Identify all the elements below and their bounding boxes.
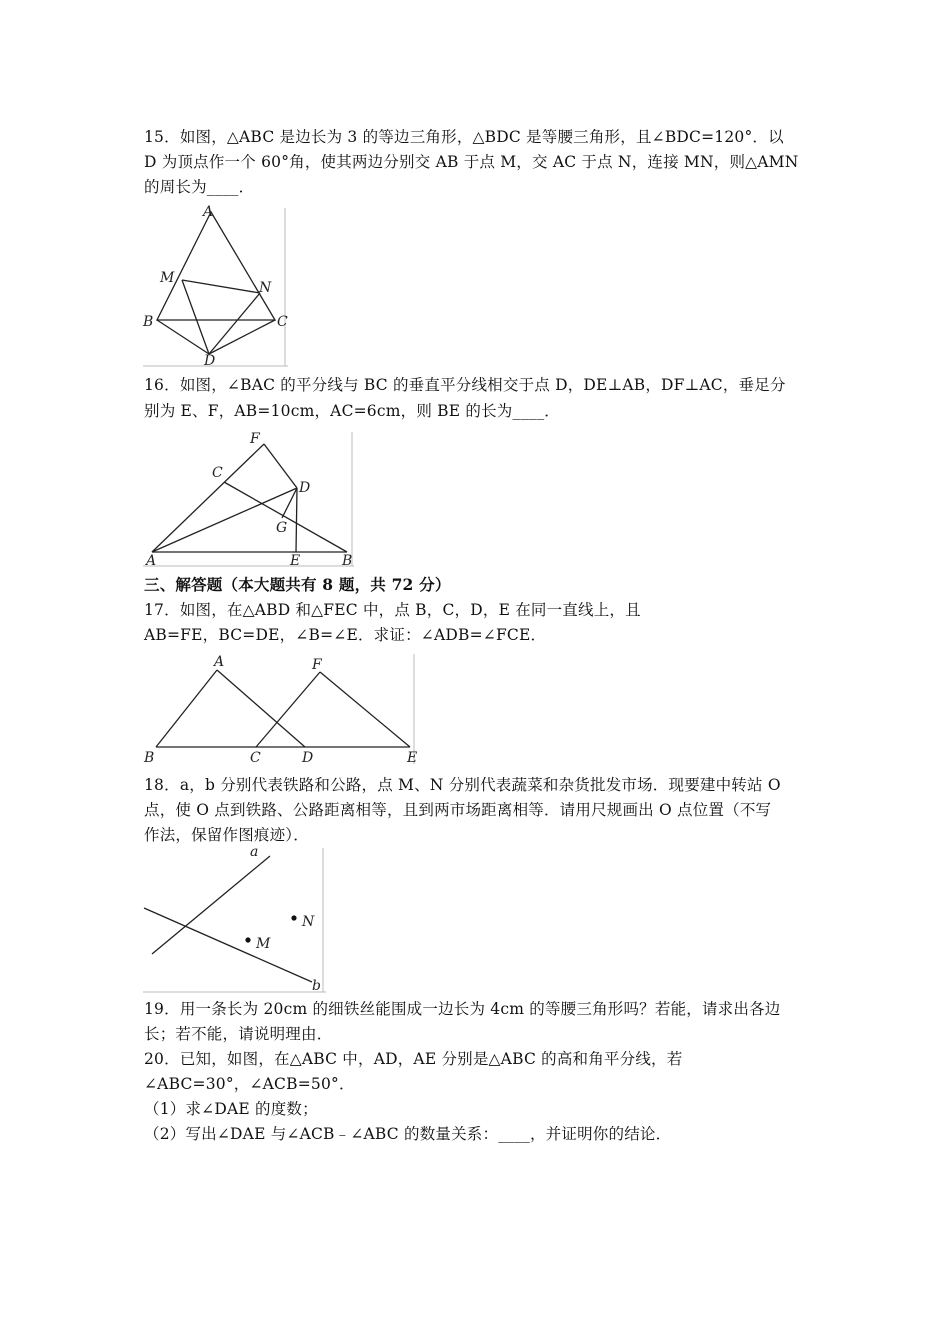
label-b: B bbox=[144, 750, 155, 766]
segment-ad bbox=[217, 670, 305, 747]
section-heading: 三、解答题（本大题共有 8 题，共 72 分） bbox=[144, 575, 451, 594]
label-a: A bbox=[146, 553, 157, 569]
label-a: A bbox=[203, 204, 214, 220]
label-c: C bbox=[250, 750, 261, 766]
q18-line-1: 18．a，b 分别代表铁路和公路，点 M、N 分别代表蔬菜和杂货批发市场．现要建中转站 O bbox=[144, 776, 781, 794]
segment-cf bbox=[256, 672, 320, 747]
label-e: E bbox=[290, 553, 301, 569]
q20-line-2: ∠ABC=30°，∠ACB=50°． bbox=[144, 1075, 355, 1093]
segment-de bbox=[296, 488, 297, 552]
point-n bbox=[291, 915, 296, 920]
label-b: B bbox=[143, 314, 154, 330]
label-a: a bbox=[250, 844, 259, 860]
q16-line-2: 别为 E、F，AB=10cm，AC=6cm，则 BE 的长为____． bbox=[144, 402, 561, 420]
label-c: C bbox=[212, 465, 223, 481]
segment-fe bbox=[320, 672, 410, 747]
label-m: M bbox=[256, 936, 271, 952]
segment-cd bbox=[209, 320, 275, 354]
label-d: D bbox=[204, 353, 216, 368]
q20-part-2: （2）写出∠DAE 与∠ACB﹣∠ABC 的数量关系：____，并证明你的结论． bbox=[144, 1125, 672, 1143]
q16-figure bbox=[142, 428, 362, 570]
q15-line-1: 15．如图，△ABC 是边长为 3 的等边三角形，△BDC 是等腰三角形，且∠BDC=120°．以 bbox=[144, 128, 784, 146]
segment-mn bbox=[182, 280, 260, 293]
label-d: D bbox=[302, 750, 314, 766]
label-b: b bbox=[312, 978, 321, 994]
line-b bbox=[144, 908, 312, 982]
line-a bbox=[152, 856, 270, 954]
segment-nd bbox=[209, 293, 260, 354]
label-b: B bbox=[342, 553, 353, 569]
label-f: F bbox=[312, 657, 322, 673]
label-f: F bbox=[250, 431, 260, 447]
label-g: G bbox=[276, 520, 288, 536]
segment-fd bbox=[264, 444, 297, 488]
segment-md bbox=[182, 280, 209, 354]
label-a: A bbox=[214, 654, 225, 670]
q19-line-2: 长；若不能，请说明理由． bbox=[144, 1025, 333, 1043]
q17-line-2: AB=FE，BC=DE，∠B=∠E．求证：∠ADB=∠FCE． bbox=[144, 626, 547, 644]
q20-part-1: （1）求∠DAE 的度数； bbox=[144, 1100, 318, 1118]
segment-bd bbox=[157, 320, 209, 354]
q17-line-1: 17．如图，在△ABD 和△FEC 中，点 B，C，D，E 在同一直线上，且 bbox=[144, 601, 641, 619]
label-e: E bbox=[407, 750, 418, 766]
label-m: M bbox=[160, 270, 175, 286]
q15-line-3: 的周长为____． bbox=[144, 178, 255, 196]
q17-figure bbox=[142, 650, 422, 768]
q15-figure bbox=[142, 200, 292, 368]
label-d: D bbox=[299, 480, 311, 496]
segment-dg bbox=[282, 488, 297, 518]
q19-line-1: 19．用一条长为 20cm 的细铁丝能围成一边长为 4cm 的等腰三角形吗？若能，请求出各边 bbox=[144, 1000, 781, 1018]
segment-af bbox=[152, 444, 264, 552]
q20-line-1: 20．已知，如图，在△ABC 中，AD，AE 分别是△ABC 的高和角平分线，若 bbox=[144, 1050, 683, 1068]
label-n: N bbox=[259, 280, 272, 296]
q18-line-3: 作法，保留作图痕迹）． bbox=[144, 826, 309, 844]
q15-line-2: D 为顶点作一个 60°角，使其两边分别交 AB 于点 M，交 AC 于点 N，连接 MN，则△AMN bbox=[144, 153, 799, 171]
point-m bbox=[245, 937, 250, 942]
q16-line-1: 16．如图，∠BAC 的平分线与 BC 的垂直平分线相交于点 D，DE⊥AB，DF⊥AC，垂足分 bbox=[144, 376, 786, 394]
triangle-abc bbox=[157, 212, 275, 320]
q18-figure bbox=[142, 844, 332, 996]
label-n: N bbox=[302, 914, 315, 930]
q18-line-2: 点，使 O 点到铁路、公路距离相等，且到两市场距离相等．请用尺规画出 O 点位置（不写 bbox=[144, 801, 772, 819]
segment-ba bbox=[156, 670, 217, 747]
label-c: C bbox=[277, 314, 288, 330]
